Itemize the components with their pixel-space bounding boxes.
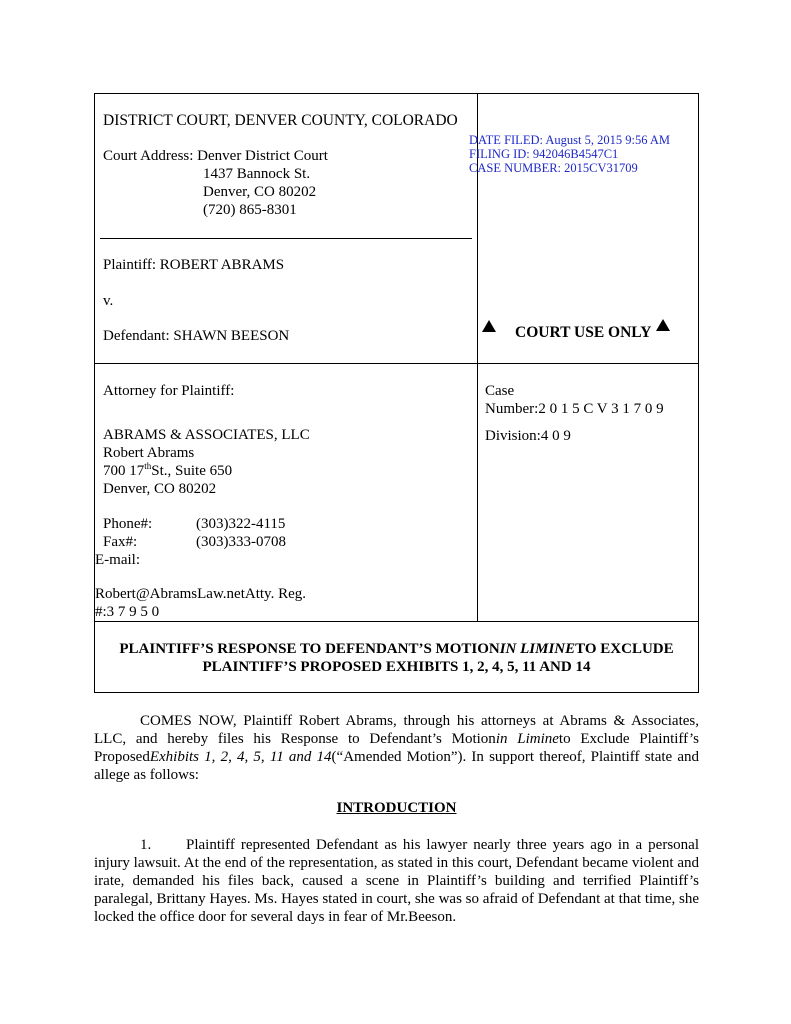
paragraph-1-text: Plaintiff represented Defendant as his lawyer nearly three years ago in a personal injury lawsuit. At the end of the representation, as stated in this court, Defendant became violent and irate, demanded his files back, caused a scene in Plaintiff’s building and terrified Plaintiff’s paralegal, Brittany Hayes. Ms. Hayes stated in court, she was so afraid of Defendant at that time, she locked the office door for several days in fear of Mr.Beeson.	[94, 837, 699, 925]
case-number: Number:2 0 1 5 C V 3 1 7 0 9	[485, 401, 664, 417]
intro-text-2: to Exclude Plaintiff’s Proposed	[94, 731, 699, 765]
title-line-2: PLAINTIFF’S PROPOSED EXHIBITS 1, 2, 4, 5, 11 AND 14	[202, 659, 591, 675]
title-text: PLAINTIFF’S RESPONSE TO DEFENDANT’S MOTION	[119, 641, 500, 657]
fax-label: Fax#:	[103, 534, 138, 550]
registration-number: #:3 7 9 5 0	[95, 604, 160, 620]
intro-italic-2: Exhibits 1, 2, 4, 5, 11 and 14	[149, 749, 332, 765]
court-phone: (720) 865-8301	[203, 202, 297, 218]
filing-id: FILING ID: 942046B4547C1	[469, 147, 619, 161]
street-suite: St., Suite 650	[151, 463, 233, 479]
email-label: E-mail:	[95, 552, 140, 568]
phone-value: (303)322-4115	[196, 516, 286, 532]
case-label: Case	[485, 383, 515, 399]
filing-stamp	[469, 133, 670, 175]
court-address-city: Denver, CO 80202	[203, 184, 317, 200]
caption-divider-title	[95, 621, 698, 622]
paragraph-number: 1.	[140, 837, 152, 853]
intro-text-1: COMES NOW, Plaintiff Robert Abrams, through his attorneys at Abrams & Associates, LLC, and hereby files his Response to Defendant’s Motion	[94, 713, 699, 747]
firm-street	[103, 462, 232, 480]
email-registration: Robert@AbramsLaw.netAtty. Reg.	[95, 586, 306, 602]
court-address-label: Court Address: Denver District Court	[103, 148, 328, 164]
law-firm-name: ABRAMS & ASSOCIATES, LLC	[103, 427, 310, 443]
court-address-divider	[100, 238, 472, 239]
phone-label: Phone#:	[103, 516, 153, 532]
street-number: 700 17	[103, 463, 145, 479]
defendant-name: Defendant: SHAWN BEESON	[103, 328, 290, 344]
attorney-label: Attorney for Plaintiff:	[103, 383, 235, 399]
intro-italic-1: in Limine	[495, 731, 559, 747]
document-title	[94, 640, 699, 676]
intro-text-3: (“Amended Motion”). In support thereof, Plaintiff state and allege as follows:	[94, 749, 699, 783]
court-use-only-block	[482, 318, 672, 348]
firm-city: Denver, CO 80202	[103, 481, 217, 497]
division: Division:4 0 9	[485, 428, 571, 444]
title-text-end: TO EXCLUDE	[575, 641, 674, 657]
filing-case-number: CASE NUMBER: 2015CV31709	[469, 161, 638, 175]
attorney-name: Robert Abrams	[103, 445, 195, 461]
date-filed: DATE FILED: August 5, 2015 9:56 AM	[469, 133, 671, 147]
triangle-up-icon	[482, 320, 496, 332]
court-use-only-label: COURT USE ONLY	[515, 324, 652, 341]
versus: v.	[103, 293, 114, 309]
fax-value: (303)333-0708	[196, 534, 286, 550]
paragraph-1	[94, 836, 699, 926]
street-ordinal: th	[144, 461, 152, 471]
caption-divider-parties	[95, 363, 698, 364]
triangle-up-icon	[656, 319, 670, 331]
section-heading: INTRODUCTION	[336, 800, 457, 816]
plaintiff-name: Plaintiff: ROBERT ABRAMS	[103, 257, 285, 273]
title-line-1	[94, 640, 699, 658]
court-name: DISTRICT COURT, DENVER COUNTY, COLORADO	[103, 112, 458, 129]
intro-paragraph	[94, 712, 699, 784]
title-italic: IN LIMINE	[499, 641, 576, 657]
court-address-street: 1437 Bannock St.	[203, 166, 311, 182]
